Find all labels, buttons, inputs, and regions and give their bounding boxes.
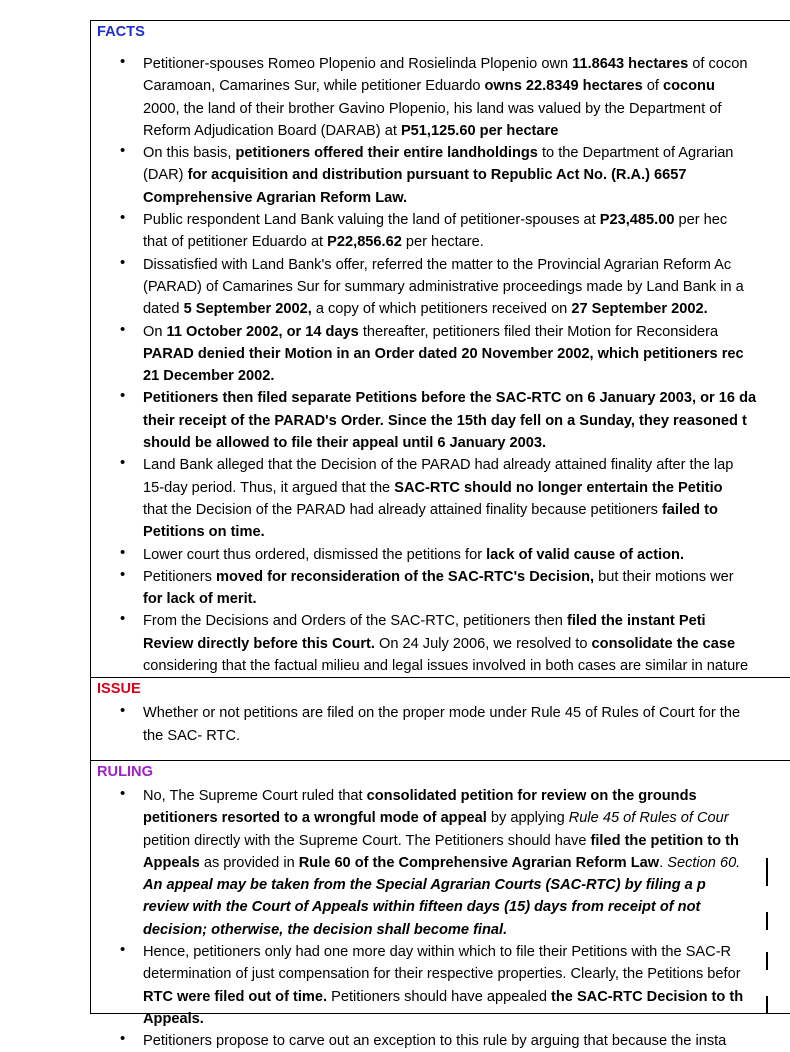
bullet-item bbox=[91, 610, 790, 677]
bold-text: petitioners resorted to a wrongful mode of appeal bbox=[143, 810, 487, 827]
bold-text: lack of valid cause of action. bbox=[486, 546, 685, 563]
text-line: • From the Decisions and Orders of the SAC-RTC, petitioners then filed the instant Peti bbox=[143, 613, 706, 630]
text-line: RTC were filed out of time. Petitioners should have appealed the SAC-RTC Decision to th bbox=[143, 988, 744, 1005]
facts-list bbox=[91, 45, 790, 677]
bold-text: consolidate the case bbox=[591, 635, 736, 652]
text-line: the SAC- RTC. bbox=[143, 727, 241, 744]
ruling-list bbox=[91, 785, 790, 1052]
text-line bbox=[143, 874, 790, 896]
page-edge-mark bbox=[766, 912, 768, 930]
text-line: • Hence, petitioners only had one more day within which to file their Petitions with the SAC-R bbox=[143, 943, 732, 960]
text-line: petition directly with the Supreme Court. The Petitioners should have filed the petition to th bbox=[143, 832, 739, 849]
text-line: considering that the factual milieu and legal issues involved in both cases are similar in nature bbox=[143, 658, 749, 675]
bold-text: failed to bbox=[661, 501, 718, 518]
text-line bbox=[143, 432, 790, 454]
italic-text: Section 60. bbox=[667, 854, 741, 871]
bold-text: 27 September 2002. bbox=[571, 301, 708, 318]
digest-table bbox=[90, 20, 790, 1050]
bold-text: coconu bbox=[663, 78, 715, 95]
bold-text: PARAD denied their Motion in an Order dated 20 November 2002, which petitioners rec bbox=[143, 345, 744, 362]
bold-text: RTC were filed out of time. bbox=[143, 988, 328, 1005]
facts-section bbox=[91, 21, 790, 677]
bold-italic-text: An appeal may be taken from the Special Agrarian Courts (SAC-RTC) by filing a p bbox=[143, 877, 706, 894]
text-line bbox=[143, 919, 790, 941]
bold-text: P23,485.00 bbox=[599, 212, 675, 229]
text-line: petitioners resorted to a wrongful mode of appeal by applying Rule 45 of Rules of Cour bbox=[143, 810, 729, 827]
bold-text: P51,125.60 per hectare bbox=[400, 122, 559, 139]
bullet-item bbox=[91, 702, 790, 747]
bold-text: Review directly before this Court. bbox=[143, 635, 375, 652]
text-line: • Petitioners moved for reconsideration of the SAC-RTC's Decision, but their motions wer bbox=[143, 568, 734, 585]
bold-text: the SAC-RTC Decision to th bbox=[551, 988, 744, 1005]
text-line: • Petitioners propose to carve out an exception to this rule by arguing that because the insta bbox=[143, 1033, 727, 1050]
bullet-item bbox=[91, 566, 790, 611]
facts-heading: FACTS bbox=[97, 24, 145, 40]
bold-text: petitioners offered their entire landholdings bbox=[235, 145, 538, 162]
text-line: • No, The Supreme Court ruled that consolidated petition for review on the grounds bbox=[143, 787, 697, 804]
bold-text: moved for reconsideration of the SAC-RTC's Decision, bbox=[216, 568, 595, 585]
bold-text: filed the instant Peti bbox=[566, 613, 706, 630]
bold-text: Petitioners then filed separate Petitions before the SAC-RTC on 6 January 2003, or 16 da bbox=[143, 390, 757, 407]
bullet-item bbox=[91, 254, 790, 321]
bold-text: should be allowed to file their appeal until 6 January 2003. bbox=[143, 435, 547, 452]
text-line bbox=[143, 896, 790, 918]
text-line bbox=[143, 187, 790, 209]
text-line bbox=[143, 387, 790, 409]
page-edge-mark bbox=[766, 858, 768, 886]
bullet-item bbox=[91, 321, 790, 388]
text-line: that of petitioner Eduardo at P22,856.62 per hectare. bbox=[143, 234, 484, 251]
bullet-item bbox=[91, 785, 790, 941]
text-line bbox=[143, 521, 790, 543]
text-line bbox=[143, 365, 790, 387]
text-line: • Petitioner-spouses Romeo Plopenio and Rosielinda Plopenio own 11.8643 hectares of cocon bbox=[143, 56, 748, 72]
text-line: (DAR) for acquisition and distribution pursuant to Republic Act No. (R.A.) 6657 bbox=[143, 167, 687, 184]
text-line: • Public respondent Land Bank valuing the land of petitioner-spouses at P23,485.00 per hec bbox=[143, 212, 728, 229]
text-line: determination of just compensation for their respective properties. Clearly, the Petitions befor bbox=[143, 966, 741, 983]
text-line bbox=[143, 343, 790, 365]
bold-text: 11.8643 hectares bbox=[572, 56, 689, 72]
text-line: • Lower court thus ordered, dismissed the petitions for lack of valid cause of action. bbox=[143, 546, 685, 563]
bold-text: for acquisition and distribution pursuant to Republic Act No. (R.A.) 6657 bbox=[187, 167, 687, 184]
bullet-item bbox=[91, 941, 790, 1030]
bold-text: Petitions on time. bbox=[143, 524, 265, 541]
text-line: dated 5 September 2002, a copy of which petitioners received on 27 September 2002. bbox=[143, 301, 708, 318]
text-line: • Dissatisfied with Land Bank's offer, referred the matter to the Provincial Agrarian Reform Ac bbox=[143, 256, 732, 273]
text-line: 2000, the land of their brother Gavino Plopenio, his land was valued by the Department of bbox=[143, 100, 722, 117]
issue-list bbox=[91, 702, 790, 760]
bullet-item bbox=[91, 53, 790, 142]
bold-text: P22,856.62 bbox=[327, 234, 402, 251]
bold-italic-text: review with the Court of Appeals within fifteen days (15) days from receipt of not bbox=[143, 899, 701, 916]
bullet-item bbox=[91, 544, 790, 566]
bold-text: filed the petition to th bbox=[590, 832, 739, 849]
issue-heading: ISSUE bbox=[97, 681, 141, 698]
text-line bbox=[143, 1008, 790, 1030]
ruling-heading: RULING bbox=[97, 763, 153, 780]
text-line: Review directly before this Court. On 24 July 2006, we resolved to consolidate the case bbox=[143, 635, 736, 652]
text-line: (PARAD) of Camarines Sur for summary administrative proceedings made by Land Bank in a bbox=[143, 278, 744, 295]
text-line bbox=[143, 588, 790, 610]
text-line: Appeals as provided in Rule 60 of the Comprehensive Agrarian Reform Law. Section 60. bbox=[143, 854, 741, 871]
bullet-item bbox=[91, 142, 790, 209]
bold-text: 21 December 2002. bbox=[143, 368, 275, 385]
text-line: 15-day period. Thus, it argued that the SAC-RTC should no longer entertain the Petitio bbox=[143, 479, 723, 496]
issue-section bbox=[91, 677, 790, 760]
text-line bbox=[143, 410, 790, 432]
italic-text: Rule 45 of Rules of Cour bbox=[568, 810, 729, 827]
page-edge-mark bbox=[766, 996, 768, 1014]
bold-text: consolidated petition for review on the grounds bbox=[366, 787, 697, 804]
bold-text: Appeals bbox=[143, 854, 200, 871]
bullet-item bbox=[91, 454, 790, 543]
ruling-section bbox=[91, 760, 790, 1052]
text-line: that the Decision of the PARAD had already attained finality because petitioners failed to bbox=[143, 501, 718, 518]
text-line: • On 11 October 2002, or 14 days thereafter, petitioners filed their Motion for Reconsidera bbox=[143, 323, 719, 340]
bold-text: for lack of merit. bbox=[143, 591, 257, 608]
bold-text: SAC-RTC should no longer entertain the Petitio bbox=[394, 479, 723, 496]
bold-text: Appeals. bbox=[143, 1010, 204, 1027]
text-line: Reform Adjudication Board (DARAB) at P51,125.60 per hectare bbox=[143, 122, 559, 139]
bullet-item bbox=[91, 209, 790, 254]
text-line: • Whether or not petitions are filed on the proper mode under Rule 45 of Rules of Court for the bbox=[143, 705, 741, 722]
bullet-item bbox=[91, 1030, 790, 1052]
text-line: • Land Bank alleged that the Decision of the PARAD had already attained finality after the lap bbox=[143, 457, 734, 474]
bold-text: their receipt of the PARAD's Order. Since the 15th day fell on a Sunday, they reasoned t bbox=[143, 412, 747, 429]
bold-text: Comprehensive Agrarian Reform Law. bbox=[143, 189, 408, 206]
bold-italic-text: decision; otherwise, the decision shall become final. bbox=[143, 921, 508, 938]
text-line: Caramoan, Camarines Sur, while petitioner Eduardo owns 22.8349 hectares of coconu bbox=[143, 78, 715, 95]
bold-text: Rule 60 of the Comprehensive Agrarian Reform Law bbox=[298, 854, 660, 871]
bold-text: 5 September 2002, bbox=[183, 301, 312, 318]
bullet-item bbox=[91, 387, 790, 454]
bold-text: 11 October 2002, or 14 days bbox=[166, 323, 359, 340]
bold-text: owns 22.8349 hectares bbox=[484, 78, 643, 95]
text-line: • On this basis, petitioners offered their entire landholdings to the Department of Agrarian bbox=[143, 145, 734, 162]
page-edge-mark bbox=[766, 952, 768, 970]
